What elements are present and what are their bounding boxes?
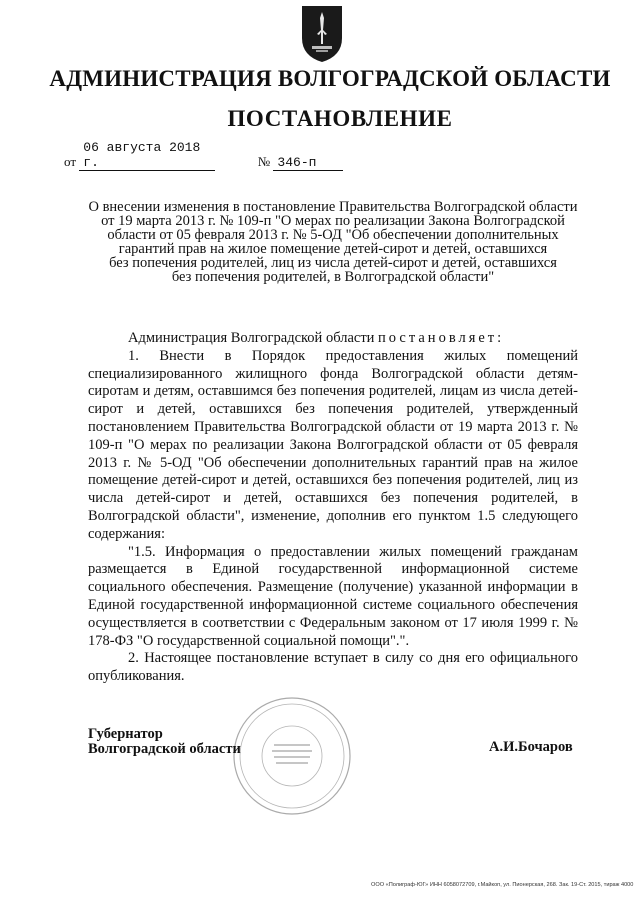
- title-line: области от 05 февраля 2013 г. № 5-ОД "Об обеспечении дополнительных: [107, 227, 559, 243]
- title-line: без попечения родителей, лиц из числа детей-сирот и детей, оставшихся: [109, 255, 557, 271]
- volgograd-coat-of-arms-icon: [300, 4, 344, 64]
- document-date: 06 августа 2018 г.: [79, 140, 215, 171]
- document-body: [88, 330, 578, 686]
- date-prefix: от: [64, 154, 77, 169]
- item-1-5: "1.5. Информация о предоставлении жилых помещений гражданам размещается в Единой государственной информационной системе социального обеспечения. Размещение (получение) указанной информации в Единой государственной информационной системе социального обеспечения осуществляется в соответствии с Федеральным законом от 17 июля 1999 г. № 178-ФЗ "О государственной социальной помощи".".: [88, 543, 578, 649]
- organization-name: АДМИНИСТРАЦИЯ ВОЛГОГРАДСКОЙ ОБЛАСТИ: [49, 66, 611, 91]
- number-prefix: №: [257, 154, 271, 169]
- title-line: О внесении изменения в постановление Правительства Волгоградской области: [88, 199, 578, 215]
- document-number: 346-п: [273, 155, 343, 171]
- preamble: [88, 330, 578, 348]
- date-number-line: [64, 140, 343, 171]
- official-round-stamp-icon: [230, 694, 354, 818]
- position-line: Губернатор: [88, 726, 163, 742]
- title-line: от 19 марта 2013 г. № 109-п "О мерах по реализации Закона Волгоградской: [101, 213, 565, 229]
- position-line: Волгоградской области: [88, 741, 241, 757]
- title-line: гарантий прав на жилое помещение детей-сирот и детей, оставшихся: [118, 241, 548, 257]
- preamble-start: Администрация Волгоградской области: [128, 330, 375, 346]
- item-2: 2. Настоящее постановление вступает в силу со дня его официального опубликования.: [88, 650, 578, 685]
- document-title: [88, 200, 578, 284]
- document-type-heading: ПОСТАНОВЛЕНИЕ: [227, 106, 453, 131]
- preamble-keyword: постановляет:: [378, 330, 505, 346]
- signatory-name: А.И.Бочаров: [489, 739, 573, 755]
- signatory-position: [88, 727, 241, 757]
- title-line: без попечения родителей, в Волгоградской области": [171, 269, 495, 285]
- printer-imprint: ООО «Полиграф-ЮГ» ИНН 6058072709, г.Майкоп, ул. Пионерская, 268. Зак. 19-Ст. 2015, тираж 4000: [371, 882, 634, 888]
- item-1: 1. Внести в Порядок предоставления жилых помещений специализированного жилищного фонда Волгоградской области детям-сиротам и детям, оставшимся без попечения родителей, лицам из числа детей-сирот и детей, оставшихся без попечения родителей, утвержденный постановлением Правительства Волгоградской области от 19 марта 2013 г. № 109-п "О мерах по реализации Закона Волгоградской области от 05 февраля 2013 г. № 5-ОД "Об обеспечении дополнительных гарантий прав на жилое помещение детей-сирот и детей, оставшихся без попечения родителей, лиц из числа детей-сирот и детей, оставшихся без попечения родителей, в Волгоградской области", изменение, дополнив его пунктом 1.5 следующего содержания:: [88, 347, 578, 542]
